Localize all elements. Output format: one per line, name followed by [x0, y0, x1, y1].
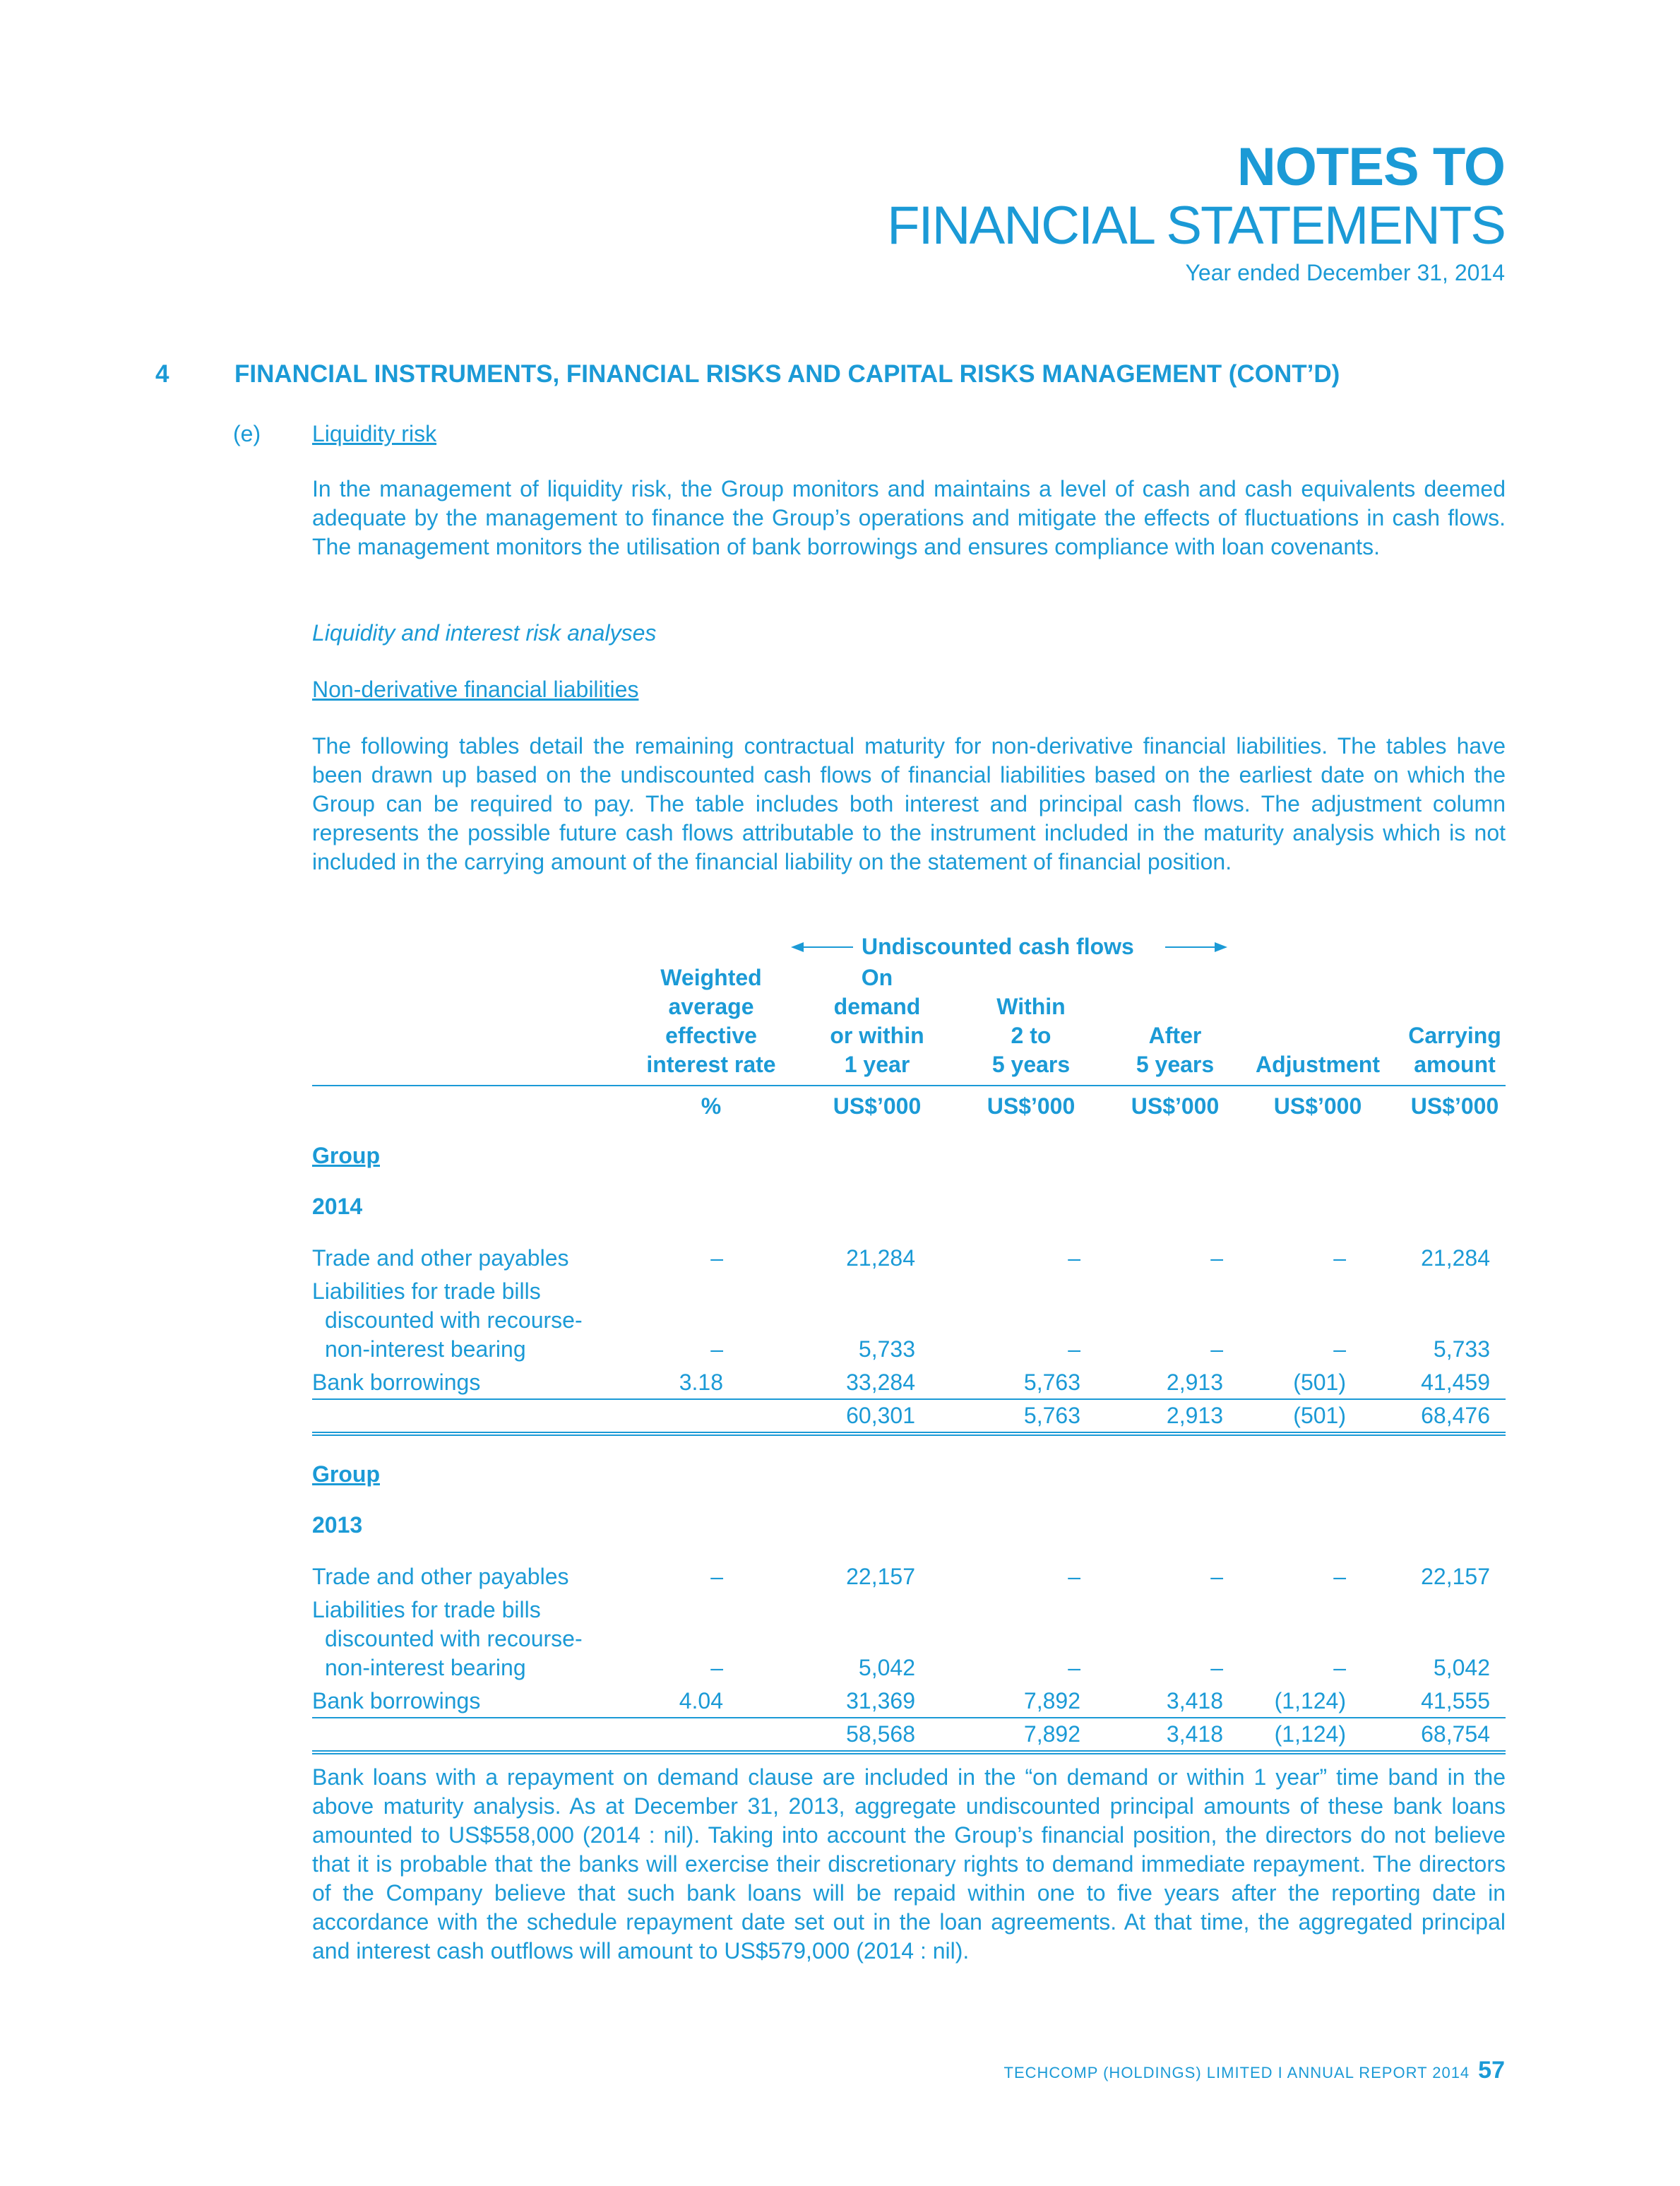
column-header-line: 1 year	[844, 1052, 910, 1077]
column-header-line: 2 to	[1011, 1023, 1052, 1048]
column-header-line: 5 years	[1136, 1052, 1215, 1077]
table-cell: 5,042	[858, 1655, 915, 1680]
page-header	[887, 138, 1505, 287]
nonderivative-heading: Non-derivative financial liabilities	[312, 677, 639, 702]
table-cell: 3.18	[679, 1370, 723, 1395]
intro-paragraph: In the management of liquidity risk, the Group monitors and maintains a level of cash and cash equivalents deemed adequate by the management to finance the Group’s operations and mitigate the effects of fluctuations in cash flows. The management monitors the utilisation of bank borrowings and ensures compliance with loan covenants.	[312, 476, 1506, 559]
row-label: Trade and other payables	[312, 1245, 569, 1271]
row-label: Bank borrowings	[312, 1688, 481, 1713]
table-cell: (501)	[1293, 1370, 1346, 1395]
column-unit: US$’000	[833, 1093, 922, 1119]
row-label: non-interest bearing	[325, 1655, 526, 1680]
left-arrow-icon	[791, 939, 854, 956]
total-cell: 68,476	[1421, 1403, 1490, 1428]
table-cell: 21,284	[846, 1245, 915, 1271]
column-unit: %	[701, 1093, 722, 1119]
table-cell: –	[1333, 1655, 1346, 1680]
table-cell: 2,913	[1166, 1370, 1223, 1395]
table-cell: –	[1068, 1245, 1080, 1271]
table-cell: 5,733	[858, 1336, 915, 1362]
table-cell: 3,418	[1166, 1688, 1223, 1713]
column-header-line: or within	[830, 1023, 924, 1048]
table-cell: 22,157	[846, 1564, 915, 1589]
subtotal-rule	[312, 1717, 1506, 1718]
column-header-line: After	[1148, 1023, 1202, 1048]
column-header-line: average	[668, 994, 754, 1019]
analyses-heading: Liquidity and interest risk analyses	[312, 620, 657, 646]
footer-text: TECHCOMP (HOLDINGS) LIMITED I ANNUAL REPORT 2014	[1003, 2064, 1470, 2081]
total-cell: (1,124)	[1274, 1721, 1346, 1747]
table-cell: –	[1068, 1655, 1080, 1680]
total-cell: 60,301	[846, 1403, 915, 1428]
span-header	[791, 932, 1227, 961]
total-cell: 2,913	[1166, 1403, 1223, 1428]
table-cell: –	[1210, 1245, 1223, 1271]
tables-description: The following tables detail the remaining contractual maturity for non-derivative financial liabilities. The tables have been drawn up based on the undiscounted cash flows of financial liabilities based on the earliest date on which the Group can be required to pay. The table includes both interest and principal cash flows. The adjustment column represents the possible future cash flows attributable to the instrument included in the maturity analysis which is not included in the carrying amount of the financial liability on the statement of financial position.	[312, 733, 1506, 874]
table-cell: –	[1068, 1564, 1080, 1589]
section-title: FINANCIAL INSTRUMENTS, FINANCIAL RISKS AND CAPITAL RISKS MANAGEMENT (CONT’D)	[234, 360, 1340, 388]
table-cell: 21,284	[1421, 1245, 1490, 1271]
subsection-heading	[233, 421, 437, 447]
column-unit: US$’000	[987, 1093, 1076, 1119]
table-cell: –	[710, 1564, 723, 1589]
table-cell: –	[1333, 1336, 1346, 1362]
column-header-line: 5 years	[991, 1052, 1071, 1077]
header-notes-title: NOTES TO	[1237, 137, 1505, 197]
section-number: 4	[155, 360, 169, 388]
total-cell: 58,568	[846, 1721, 915, 1747]
total-cell: 5,763	[1023, 1403, 1080, 1428]
table-cell: –	[710, 1336, 723, 1362]
page-footer	[1004, 2057, 1506, 2084]
group-label: Group	[312, 1461, 380, 1487]
row-label: non-interest bearing	[325, 1336, 526, 1362]
row-label: discounted with recourse-	[325, 1626, 583, 1651]
table-cell: –	[1333, 1564, 1346, 1589]
table-cell: (1,124)	[1274, 1688, 1346, 1713]
column-header-line: Adjustment	[1256, 1052, 1380, 1077]
table-cell: –	[1333, 1245, 1346, 1271]
total-cell: 3,418	[1166, 1721, 1223, 1747]
table-cell: 5,042	[1433, 1655, 1490, 1680]
total-cell: 7,892	[1023, 1721, 1080, 1747]
column-unit: US$’000	[1273, 1093, 1362, 1119]
column-header-line: effective	[665, 1023, 757, 1048]
column-header-line: amount	[1414, 1052, 1496, 1077]
table-cell: 41,459	[1421, 1370, 1490, 1395]
year-label: 2013	[312, 1512, 363, 1538]
row-label: discounted with recourse-	[325, 1307, 583, 1333]
span-header-label: Undiscounted cash flows	[862, 934, 1134, 959]
total-double-rule	[312, 1750, 1506, 1754]
column-header-line: Weighted	[660, 965, 762, 990]
closing-paragraph: Bank loans with a repayment on demand clause are included in the “on demand or within 1 year” time band in the above maturity analysis. As at December 31, 2013, aggregate undiscounted principal amounts of these bank loans amounted to US$558,000 (2014 : nil). Taking into account the Group’s financial position, the directors do not believe that it is probable that the banks will exercise their discretionary rights to demand immediate repayment. The directors of the Company believe that such bank loans will be repaid within one to five years after the reporting date in accordance with the schedule repayment date set out in the loan agreements. At that time, the aggregated principal and interest cash outflows will amount to US$579,000 (2014 : nil).	[312, 1764, 1506, 1964]
header-rule	[312, 1085, 1506, 1086]
subtotal-rule	[312, 1398, 1506, 1400]
subsection-label: (e)	[233, 421, 261, 446]
table-cell: 41,555	[1421, 1688, 1490, 1713]
table-cell: –	[1068, 1336, 1080, 1362]
table-cell: 4.04	[679, 1688, 723, 1713]
table-cell: 5,733	[1433, 1336, 1490, 1362]
row-label: Bank borrowings	[312, 1370, 481, 1395]
page-number: 57	[1478, 2057, 1505, 2084]
table-cell: –	[710, 1245, 723, 1271]
table-cell: –	[1210, 1336, 1223, 1362]
right-arrow-icon	[1164, 939, 1227, 956]
column-unit: US$’000	[1131, 1093, 1220, 1119]
table-cell: 33,284	[846, 1370, 915, 1395]
column-header-line: demand	[833, 994, 921, 1019]
column-header-line: On	[861, 965, 893, 990]
total-cell: (501)	[1293, 1403, 1346, 1428]
total-cell: 68,754	[1421, 1721, 1490, 1747]
table-cell: 22,157	[1421, 1564, 1490, 1589]
header-financial-title: FINANCIAL STATEMENTS	[887, 196, 1505, 256]
row-label: Liabilities for trade bills	[312, 1278, 541, 1304]
table-cell: –	[1210, 1655, 1223, 1680]
column-unit: US$’000	[1410, 1093, 1499, 1119]
row-label: Trade and other payables	[312, 1564, 569, 1589]
table-cell: –	[1210, 1564, 1223, 1589]
row-label: Liabilities for trade bills	[312, 1597, 541, 1622]
column-header-line: Carrying	[1408, 1023, 1501, 1048]
year-label: 2014	[312, 1194, 363, 1219]
group-label: Group	[312, 1143, 380, 1168]
subsection-title: Liquidity risk	[312, 421, 437, 446]
maturity-table	[312, 932, 1506, 1745]
table-cell: 7,892	[1023, 1688, 1080, 1713]
total-double-rule	[312, 1432, 1506, 1436]
column-header-line: Within	[996, 994, 1066, 1019]
table-cell: 31,369	[846, 1688, 915, 1713]
header-year: Year ended December 31, 2014	[1185, 260, 1505, 285]
column-header-line: interest rate	[646, 1052, 776, 1077]
table-cell: 5,763	[1023, 1370, 1080, 1395]
table-cell: –	[710, 1655, 723, 1680]
